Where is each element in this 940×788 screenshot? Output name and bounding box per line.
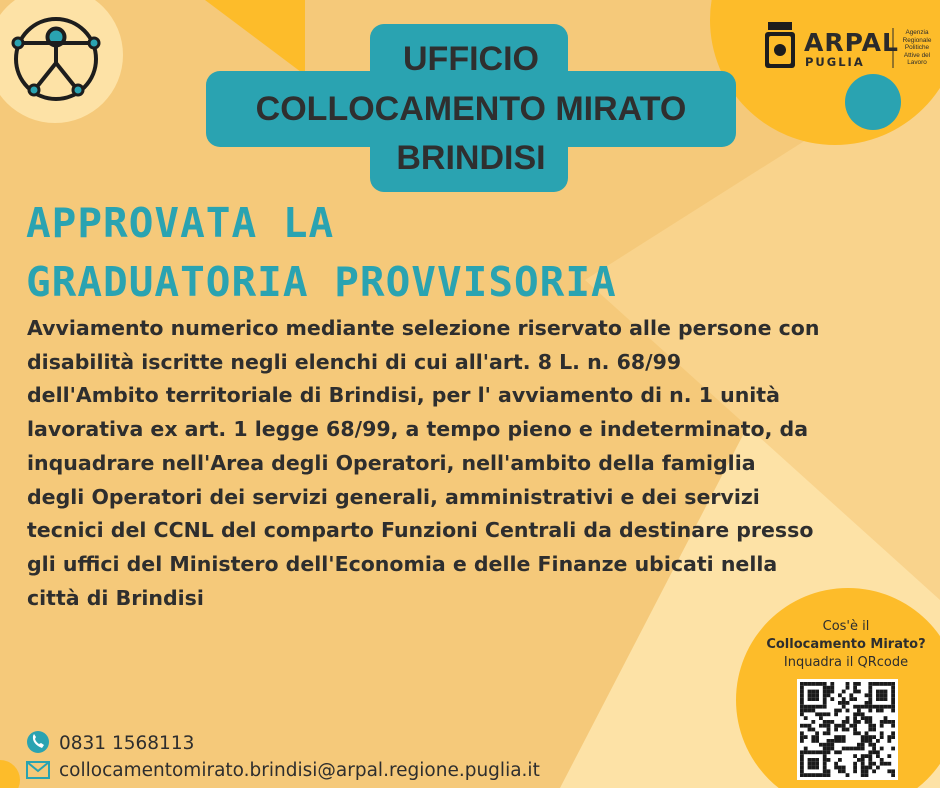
email-contact bbox=[26, 757, 540, 783]
headline-line-2: GRADUATORIA PROVVISORIA bbox=[26, 258, 617, 306]
title-line-1: UFFICIO bbox=[403, 40, 539, 78]
logo-agency-line: Regionale bbox=[902, 36, 932, 44]
logo-agency-line: Attive del bbox=[903, 51, 931, 59]
body-line: degli Operatori dei servizi generali, amministrativi e dei servizi bbox=[27, 484, 760, 509]
logo-agency-line: Agenzia bbox=[905, 29, 929, 36]
qr-caption-line-1: Cos'è il bbox=[822, 619, 870, 634]
announcement-body bbox=[27, 312, 927, 615]
phone-number[interactable]: 0831 1568113 bbox=[59, 732, 195, 754]
email-address[interactable]: collocamentomirato.brindisi@arpal.regione.puglia.it bbox=[59, 759, 540, 781]
body-line: Avviamento numerico mediante selezione riservato alle persone con bbox=[27, 316, 820, 340]
qr-caption-line-2: Collocamento Mirato? bbox=[766, 637, 926, 652]
phone-contact bbox=[26, 730, 194, 756]
title-line-3: BRINDISI bbox=[396, 139, 546, 177]
headline-line-1: APPROVATA LA bbox=[26, 199, 335, 247]
body-line: lavorativa ex art. 1 legge 68/99, a tempo pieno e indeterminato, da bbox=[27, 417, 809, 442]
body-line: tecnici del CCNL del comparto Funzioni Centrali da destinare presso bbox=[27, 518, 814, 543]
logo-region: PUGLIA bbox=[805, 55, 865, 69]
qr-caption-line-3: Inquadra il QRcode bbox=[783, 655, 909, 670]
logo-agency-line: Lavoro bbox=[907, 59, 927, 67]
body-line: gli uffici del Ministero dell'Economia e delle Finanze ubicati nella bbox=[27, 551, 778, 576]
logo-agency bbox=[897, 29, 937, 67]
qr-code bbox=[797, 679, 898, 780]
body-line: inquadrare nell'Area degli Operatori, nell'ambito della famiglia bbox=[27, 450, 756, 475]
title-line-2: COLLOCAMENTO MIRATO bbox=[255, 90, 687, 128]
body-line: città di Brindisi bbox=[27, 585, 204, 610]
body-line: dell'Ambito territoriale di Brindisi, per l' avviamento di n. 1 unità bbox=[27, 383, 780, 408]
logo-agency-line: Politiche bbox=[904, 44, 930, 52]
logo-name: ARPAL bbox=[804, 28, 899, 57]
emblem-icon bbox=[765, 22, 795, 68]
body-line: disabilità iscritte negli elenchi di cui all'art. 8 L. n. 68/99 bbox=[27, 349, 682, 374]
teal-dot bbox=[845, 74, 901, 130]
